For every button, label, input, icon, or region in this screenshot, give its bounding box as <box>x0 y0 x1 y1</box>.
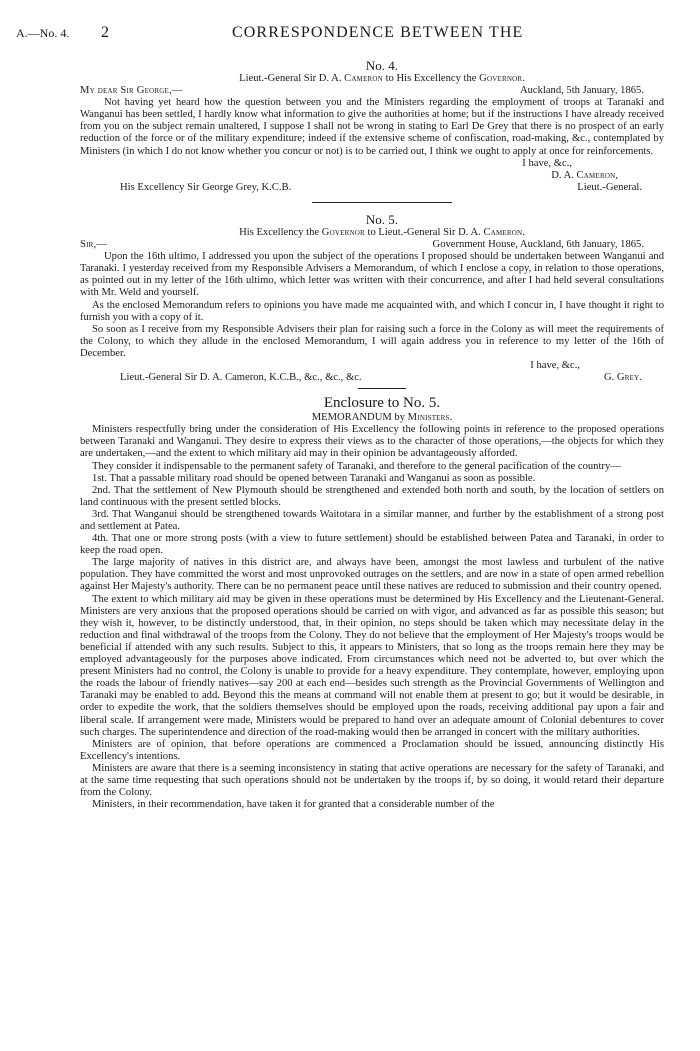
running-title: CORRESPONDENCE BETWEEN THE <box>232 24 524 41</box>
no4-to-title: Governor <box>479 73 523 84</box>
no5-paragraph-3: So soon as I receive from my Responsible Advisers their plan for raising such a force in the Colony as will meet the requirements of the Colony, to which they allude in the enclosed Memorandum, I will again address you in reference to my letter of the 16th of December. <box>80 323 664 359</box>
memo-point-1: 1st. That a passable military road should be opened between Taranaki and Wanganui as soon as possible. <box>92 472 536 484</box>
no4-body: Not having yet heard how the question between you and the Ministers regarding the employment of troops at Taranaki and Wanganui has been settled, I hardly know what information to give the authorities at home; but if the instructions I have already received from you on the subject remain unaltered, I suppose I shall not be wrong in stating to Earl De Grey that there is no prospect of an early reduction of the force or of the military expenditure; indeed if the extensive scheme of confiscation, road-making, &c., contemplated by Ministers (in which I do not know whether you concur or not) is to be carried out, I think we ought to apply at once for reinforcements. <box>80 97 664 157</box>
no5-signature: G. Grey. <box>603 372 642 384</box>
no5-paragraph-1: Upon the 16th ultimo, I addressed you upon the subject of the operations I proposed should be undertaken between Wanganui and Taranaki. I yesterday received from my Responsible Advisers a Memorandum, of which I enclose a copy, in relation to those operations, as pointed out in my letter of the 16th ultimo, which letter was written with their concurrence, and after I had held several consultations with Mr. Weld and yourself. <box>80 251 664 299</box>
no4-closing: I have, &c., <box>522 157 572 169</box>
no5-from-to: His Excellency the Governor to Lieut.-General Sir D. A. Cameron. <box>239 226 525 238</box>
no5-heading: No. 5. <box>365 211 399 227</box>
no4-addressee: His Excellency Sir George Grey, K.C.B. <box>120 181 292 193</box>
no5-salutation: Sir,— <box>80 239 108 251</box>
no4-signature: D. A. Cameron, <box>551 169 618 181</box>
memo-point-4: 4th. That one or more strong posts (with a view to future settlement) should be established between Patea and Taranaki, in order to keep the road open. <box>80 533 664 557</box>
document-body <box>80 58 664 811</box>
enclosure-heading: Enclosure to No. 5. <box>323 395 441 412</box>
memo-point-3: 3rd. That Wanganui should be strengthened towards Waitotara in a similar manner, and further by the establishment of a strong post and settlement at Patea. <box>80 508 664 532</box>
section-divider <box>312 202 452 203</box>
memo-paragraph-2: They consider it indispensable to the permanent safety of Taranaki, and therefore to the general pacification of the country— <box>92 460 621 472</box>
no5-addressee: Lieut.-General Sir D. A. Cameron, K.C.B., &c., &c., &c. <box>120 372 362 384</box>
no4-heading: No. 4. <box>365 58 399 73</box>
memo-point-2: 2nd. That the settlement of New Plymouth should be strengthened and extended both north and south, by the location of settlers on land continuous with the present settled blocks. <box>80 484 664 508</box>
no4-signer-title: Lieut.-General. <box>577 181 642 193</box>
paper-reference: A.—No. 4. <box>16 26 70 40</box>
no4-place-date: Auckland, 5th January, 1865. <box>519 85 644 97</box>
memo-paragraph-3: The large majority of natives in this district are, and always have been, amongst the most lawless and turbulent of the native population. They have committed the worst and most unprovoked outrages on the settlers, and are now in a state of open armed rebellion against Her Majesty's authority. There can be no permanent peace until these natives are reduced to submission and their country opened. <box>80 557 664 593</box>
no5-closing: I have, &c., <box>530 359 580 371</box>
page-number: 2 <box>101 24 109 41</box>
no4-salutation-row <box>80 85 664 97</box>
no4-from-to: Lieut.-General Sir D. A. Cameron to His Excellency the Governor. <box>239 73 525 84</box>
memo-paragraph-1: Ministers respectfully bring under the consideration of His Excellency the following points in reference to the proposed operations between Taranaki and Wanganui. They desire to express their views as to the character of those operations,—the objects for which they are undertaken,—and the extent to which military aid may in their opinion be advantageously afforded. <box>80 424 664 460</box>
no5-place-date: Government House, Auckland, 6th January, 1865. <box>432 239 644 251</box>
no4-from-name: Cameron <box>344 73 383 84</box>
page-header <box>0 24 700 44</box>
memo-paragraph-4: The extent to which military aid may be given in these operations must be determined by His Excellency and the Lieutenant-General. Ministers are very anxious that the proposed operations should be carried on with vigor, and advanced as far as possible this season; but they wish it, however, to be distinctly understood, that, in their opinion, no steps should be taken which may necessitate delay in the reduction and final withdrawal of the troops from the Colony. They do not believe that the employment of Her Majesty's troops would be beneficial if attended with any such results. Subject to this, it appears to Ministers, that so long as the troops remain here they may be employed advantageously for the purposes above indicated. From circumstances which need not be adverted to, but over which the present Ministers had no control, the Colony is unable to provide for a heavy expenditure. They contemplate, however, employing upon the roads the labour of friendly natives—say 200 at each end—besides such strength as the Provincial Governments of Wellington and Taranaki may be enabled to add. Beyond this the means at command will not enable them at present to go; but it would be desirable, in order to expedite the work, that the soldiers themselves should be employed upon the roads, receiving additional pay upon a fair and liberal scale. If arrangement were made, Ministers would be prepared to hand over an adequate amount of Colonial debentures to cover such charges. The superintendence and direction of the road-making would then be arranged in concert with the military authorities. <box>80 593 664 738</box>
no5-salutation-row <box>80 239 664 251</box>
no4-salutation: My dear Sir George,— <box>80 85 183 97</box>
enclosure-divider <box>358 388 406 389</box>
no5-paragraph-2: As the enclosed Memorandum refers to opinions you have made me acquainted with, and which I concur in, I have thought it right to furnish you with a copy of it. <box>80 299 664 323</box>
memo-paragraph-6: Ministers are aware that there is a seeming inconsistency in stating that active operations are necessary for the safety of Taranaki, and at the same time requesting that such operations should not be undertaken by the troops if, by so doing, it would retard their departure from the Colony. <box>80 762 664 799</box>
no5-signoff-row <box>100 372 664 384</box>
no4-signoff-row <box>100 182 664 194</box>
memorandum-title: MEMORANDUM by Ministers. <box>311 412 453 424</box>
memo-paragraph-5: Ministers are of opinion, that before operations are commenced a Proclamation should be issued, announcing distinctly His Excellency's intentions. <box>80 738 664 762</box>
memo-paragraph-7: Ministers, in their recommendation, have taken it for granted that a considerable number of the <box>92 799 495 811</box>
